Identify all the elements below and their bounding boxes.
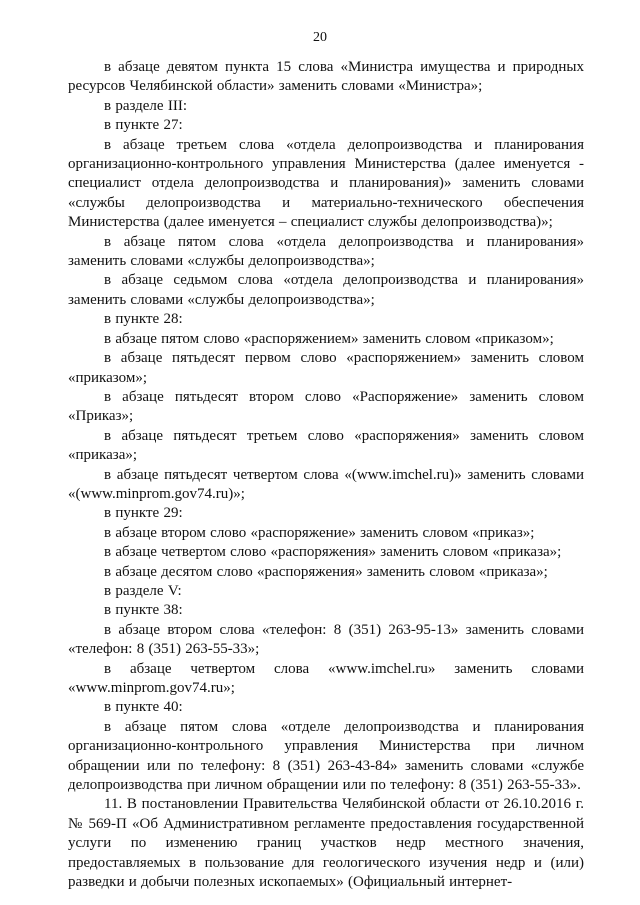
paragraph: в пункте 40: — [104, 699, 183, 716]
paragraph: в абзаце десятом слово «распоряжения» заменить словом «приказа»; — [104, 563, 548, 580]
paragraph: в абзаце втором слово «распоряжение» заменить словом «приказ»; — [104, 524, 535, 541]
paragraph: в разделе III: — [104, 97, 187, 114]
paragraph: в пункте 27: — [104, 117, 183, 134]
page-number: 20 — [313, 30, 327, 45]
paragraph: в пункте 38: — [104, 602, 183, 619]
paragraph: в абзаце пятьдесят третьем слово «распоряжения» заменить словом «приказа»; — [68, 427, 584, 464]
paragraph: в абзаце четвертом слова «www.imchel.ru» заменить словами «www.minprom.gov74.ru»; — [68, 660, 584, 696]
paragraph: в абзаце третьем слова «отдела делопроизводства и планирования организационно-контрольного управления Министерства (далее именуется - специалист отдела делопроизводства и планирования)» заменить словами «службы делопроизводства и материально-технического обеспечения Министерства (далее именуется – специалист службы делопроизводства)»; — [68, 136, 584, 231]
paragraph: в абзаце четвертом слово «распоряжения» заменить словом «приказа»; — [104, 544, 562, 561]
paragraph: в абзаце пятьдесят четвертом слова «(www.imchel.ru)» заменить словами «(www.minprom.gov74.ru)»; — [68, 466, 584, 502]
paragraph: в пункте 28: — [104, 311, 183, 328]
document-body — [68, 58, 584, 892]
paragraph: в пункте 29: — [104, 505, 183, 522]
paragraph: 11. В постановлении Правительства Челябинской области от 26.10.2016 г. № 569-П «Об Административном регламенте предоставления государственной услуги по изменению границ участков недр местного значения, предоставляемых в пользование для геологического изучения недр и (или) разведки и добычи полезных ископаемых» (Официальный интернет- — [68, 796, 584, 891]
paragraph: в абзаце пятом слово «распоряжением» заменить словом «приказом»; — [104, 330, 554, 347]
paragraph: в абзаце девятом пункта 15 слова «Министра имущества и природных ресурсов Челябинской области» заменить словами «Министра»; — [68, 59, 584, 95]
paragraph: в абзаце пятьдесят первом слово «распоряжением» заменить словом «приказом»; — [68, 350, 584, 386]
paragraph: в абзаце пятом слова «отделе делопроизводства и планирования организационно-контрольного управления Министерства при личном обращении или по телефону: 8 (351) 263-43-84» заменить словами «службе делопроизводства при личном обращении или по телефону: 8 (351) 263-55-33». — [68, 718, 584, 794]
paragraph: в абзаце седьмом слова «отдела делопроизводства и планирования» заменить словами «службы делопроизводства»; — [68, 272, 584, 308]
paragraph: в разделе V: — [104, 582, 182, 599]
paragraph: в абзаце пятом слова «отдела делопроизводства и планирования» заменить словами «службы делопроизводства»; — [68, 233, 584, 270]
paragraph: в абзаце пятьдесят втором слово «Распоряжение» заменить словом «Приказ»; — [68, 388, 584, 425]
paragraph: в абзаце втором слова «телефон: 8 (351) 263-95-13» заменить словами «телефон: 8 (351) 263-55-33»; — [68, 621, 584, 658]
